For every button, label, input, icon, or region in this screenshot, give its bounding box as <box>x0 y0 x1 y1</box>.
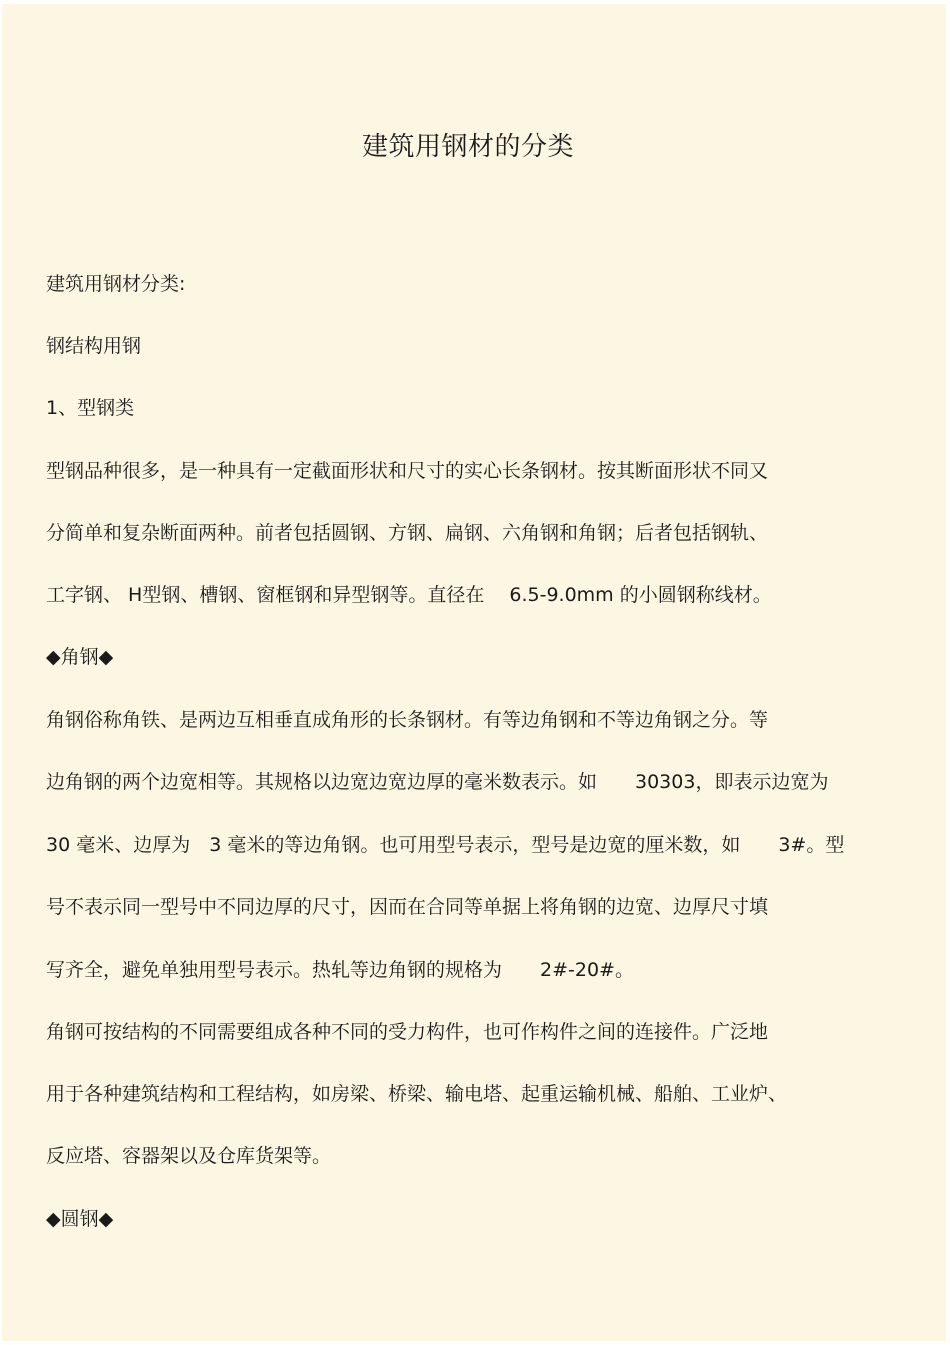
subsection-heading: ◆角钢◆ <box>46 646 114 668</box>
paragraph-line: 型钢品种很多，是一种具有一定截面形状和尺寸的实心长条钢材。按其断面形状不同又 <box>46 460 769 482</box>
paragraph-line: 写齐全，避免单独用型号表示。热轧等边角钢的规格为 2#-20#。 <box>46 959 634 981</box>
paragraph-line: 反应塔、容器架以及仓库货架等。 <box>46 1145 332 1167</box>
section-heading: 钢结构用钢 <box>46 335 142 357</box>
subsection-heading: ◆圆钢◆ <box>46 1208 114 1230</box>
section-heading: 建筑用钢材分类: <box>46 273 186 295</box>
section-heading: 1、型钢类 <box>46 397 135 419</box>
paragraph-line: 用于各种建筑结构和工程结构，如房梁、桥梁、输电塔、起重运输机械、船舶、工业炉、 <box>46 1083 788 1105</box>
paragraph-line: 30 毫米、边厚为 3 毫米的等边角钢。也可用型号表示，型号是边宽的厘米数，如 3#。型 <box>46 834 845 856</box>
document-page <box>2 4 946 1341</box>
paragraph-line: 分简单和复杂断面两种。前者包括圆钢、方钢、扁钢、六角钢和角钢；后者包括钢轨、 <box>46 522 769 544</box>
paragraph-line: 边角钢的两个边宽相等。其规格以边宽边宽边厚的毫米数表示。如 30303，即表示边宽为 <box>46 771 829 793</box>
paragraph-line: 角钢俗称角铁、是两边互相垂直成角形的长条钢材。有等边角钢和不等边角钢之分。等 <box>46 709 769 731</box>
document-title: 建筑用钢材的分类 <box>361 132 574 162</box>
paragraph-line: 号不表示同一型号中不同边厚的尺寸，因而在合同等单据上将角钢的边宽、边厚尺寸填 <box>46 896 769 918</box>
paragraph-line: 角钢可按结构的不同需要组成各种不同的受力构件，也可作构件之间的连接件。广泛地 <box>46 1021 769 1043</box>
paragraph-line: 工字钢、 H型钢、槽钢、窗框钢和异型钢等。直径在 6.5-9.0mm 的小圆钢称线材。 <box>46 584 772 606</box>
